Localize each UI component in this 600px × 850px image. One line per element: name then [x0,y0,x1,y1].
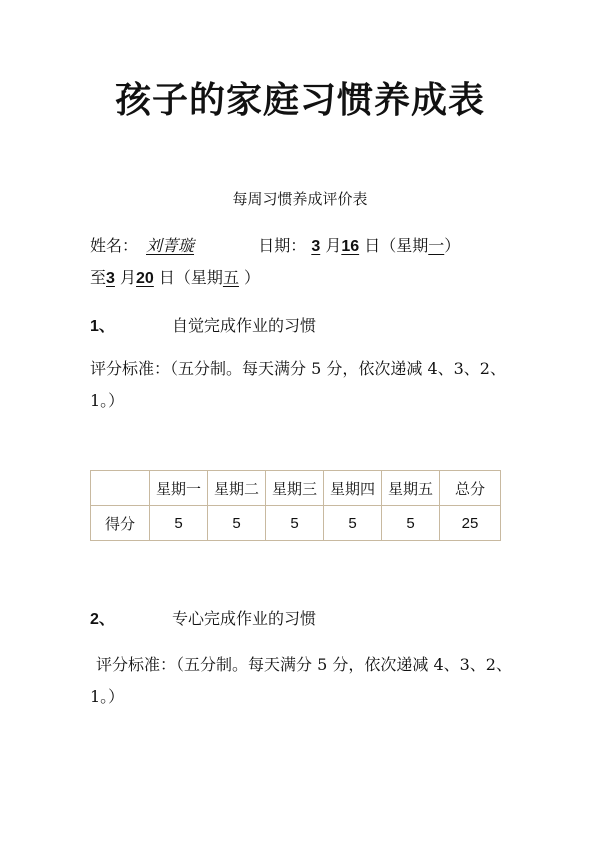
score-cell: 5 [150,506,208,541]
section-2-heading [90,606,316,629]
end-month-char: 月 [120,268,137,287]
start-weekday: 一 [428,236,445,255]
table-header-cell [91,471,150,506]
table-header-cell: 星期三 [266,471,324,506]
section-1-heading [90,313,316,336]
name-value: 刘菁璇 [146,236,195,255]
start-day: 16 [341,238,360,255]
score-cell: 5 [382,506,440,541]
end-date-line [90,265,260,288]
table-header-row [91,471,501,506]
section-1-title: 自觉完成作业的习惯 [172,316,317,335]
to-char: 至 [90,268,107,287]
end-day-char: 日（星期 [158,268,223,287]
table-header-cell: 星期一 [150,471,208,506]
date-label: 日期： [258,236,307,255]
start-month-char: 月 [325,236,342,255]
section-1-criteria-line1: 评分标准：（五分制。每天满分 5 分，依次递减 4、3、2、 [90,359,506,378]
score-table [90,470,501,541]
table-header-cell: 总分 [440,471,501,506]
section-2-title: 专心完成作业的习惯 [172,609,317,628]
page-title: 孩子的家庭习惯养成表 [114,79,485,121]
end-month: 3 [106,270,115,287]
start-day-char: 日（星期 [364,236,429,255]
start-month: 3 [311,238,321,255]
section-2-criteria-line2: 1。） [90,687,125,706]
section-1-number: 1、 [90,318,115,335]
start-close-paren: ） [444,236,461,255]
form-subtitle: 每周习惯养成评价表 [232,190,368,208]
row-label: 得分 [91,506,150,541]
end-close-paren: ） [244,268,261,287]
score-cell: 5 [324,506,382,541]
table-header-cell: 星期二 [208,471,266,506]
end-day: 20 [136,270,154,287]
score-cell: 5 [208,506,266,541]
section-2-criteria-line1: 评分标准：（五分制。每天满分 5 分，依次递减 4、3、2、 [96,655,512,674]
section-2-number: 2、 [90,611,115,628]
name-date-line [90,233,460,256]
table-row [91,506,501,541]
end-weekday: 五 [222,268,239,287]
name-label: 姓名： [90,236,139,255]
section-1-criteria-line2: 1。） [90,391,125,410]
score-cell: 5 [266,506,324,541]
table-header-cell: 星期四 [324,471,382,506]
total-score-cell: 25 [440,506,501,541]
table-header-cell: 星期五 [382,471,440,506]
